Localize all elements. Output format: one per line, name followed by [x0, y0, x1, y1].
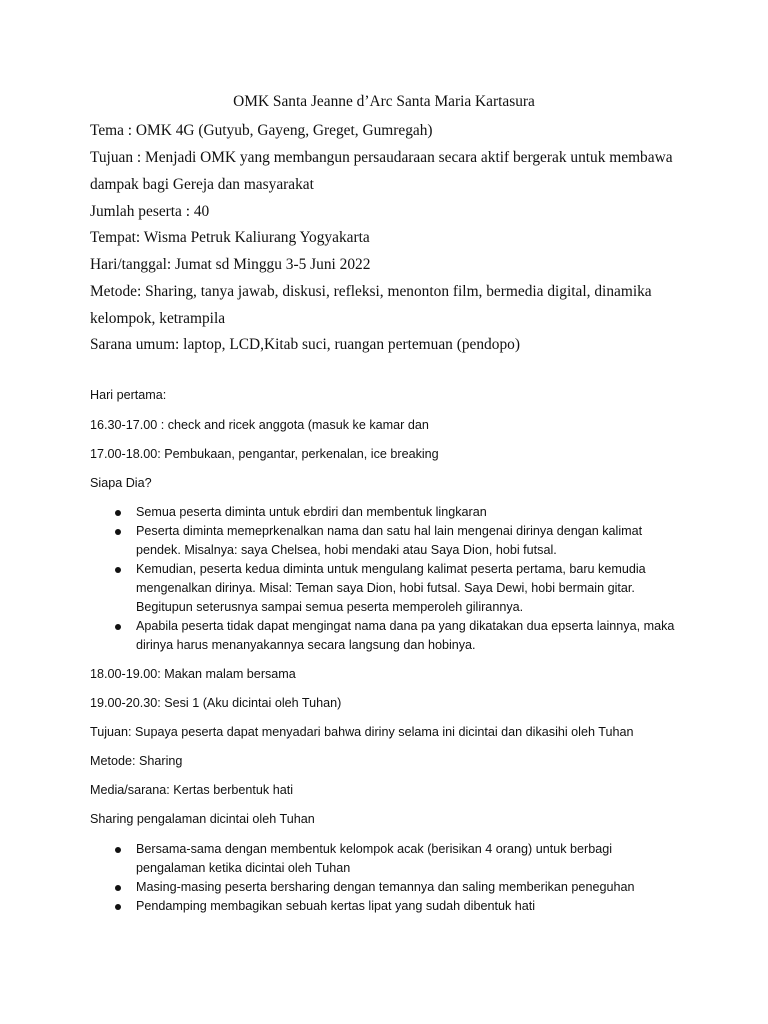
hari-tanggal-line: Hari/tanggal: Jumat sd Minggu 3-5 Juni 2022	[90, 256, 371, 273]
schedule-item: 18.00-19.00: Makan malam bersama	[90, 667, 296, 681]
tujuan-line: Tujuan : Menjadi OMK yang membangun persaudaraan secara aktif bergerak untuk membawa dampak bagi Gereja dan masyarakat	[90, 149, 673, 193]
siapa-dia-heading: Siapa Dia?	[90, 476, 152, 490]
list-item: Pendamping membagikan sebuah kertas lipat yang sudah dibentuk hati	[112, 897, 682, 916]
bullet-icon	[115, 904, 121, 910]
siapa-dia-list	[112, 503, 682, 655]
tema-line: Tema : OMK 4G (Gutyub, Gayeng, Greget, Gumregah)	[90, 122, 433, 139]
session-method: Metode: Sharing	[90, 754, 183, 768]
metode-line: Metode: Sharing, tanya jawab, diskusi, refleksi, menonton film, bermedia digital, dinamika kelompok, ketrampila	[90, 283, 652, 327]
document-title: OMK Santa Jeanne d’Arc Santa Maria Kartasura	[233, 93, 535, 110]
bullet-icon	[115, 510, 121, 516]
list-item: Masing-masing peserta bersharing dengan temannya dan saling memberikan peneguhan	[112, 878, 682, 897]
sharing-heading: Sharing pengalaman dicintai oleh Tuhan	[90, 812, 315, 826]
schedule-item: 17.00-18.00: Pembukaan, pengantar, perkenalan, ice breaking	[90, 447, 439, 461]
tempat-line: Tempat: Wisma Petruk Kaliurang Yogyakarta	[90, 229, 370, 246]
list-item: Kemudian, peserta kedua diminta untuk mengulang kalimat peserta pertama, baru kemudia mengenalkan dirinya. Misal: Teman saya Dion, hobi futsal. Saya Dewi, hobi bermain gitar. Begitupun seterusnya sampai semua peserta memperoleh gilirannya.	[112, 560, 682, 617]
bullet-icon	[115, 624, 121, 630]
bullet-icon	[115, 885, 121, 891]
session-goal: Tujuan: Supaya peserta dapat menyadari bahwa diriny selama ini dicintai dan dikasihi oleh Tuhan	[90, 725, 634, 739]
jumlah-peserta-line: Jumlah peserta : 40	[90, 203, 210, 220]
sarana-line: Sarana umum: laptop, LCD,Kitab suci, ruangan pertemuan (pendopo)	[90, 336, 520, 353]
list-item: Apabila peserta tidak dapat mengingat nama dana pa yang dikatakan dua epserta lainnya, maka dirinya harus menanyakannya secara langsung dan hobinya.	[112, 617, 682, 655]
session-media: Media/sarana: Kertas berbentuk hati	[90, 783, 294, 797]
list-item: Peserta diminta memeprkenalkan nama dan satu hal lain mengenai dirinya dengan kalimat pendek. Misalnya: saya Chelsea, hobi mendaki atau Saya Dion, hobi futsal.	[112, 522, 682, 560]
bullet-icon	[115, 847, 121, 853]
schedule-item: 19.00-20.30: Sesi 1 (Aku dicintai oleh Tuhan)	[90, 696, 342, 710]
bullet-icon	[115, 567, 121, 573]
schedule-item: 16.30-17.00 : check and ricek anggota (masuk ke kamar dan	[90, 418, 429, 432]
list-item: Bersama-sama dengan membentuk kelompok acak (berisikan 4 orang) untuk berbagi pengalaman ketika dicintai oleh Tuhan	[112, 840, 682, 878]
list-item: Semua peserta diminta untuk ebrdiri dan membentuk lingkaran	[112, 503, 682, 522]
day1-heading: Hari pertama:	[90, 388, 167, 402]
sharing-list	[112, 840, 682, 916]
bullet-icon	[115, 529, 121, 535]
